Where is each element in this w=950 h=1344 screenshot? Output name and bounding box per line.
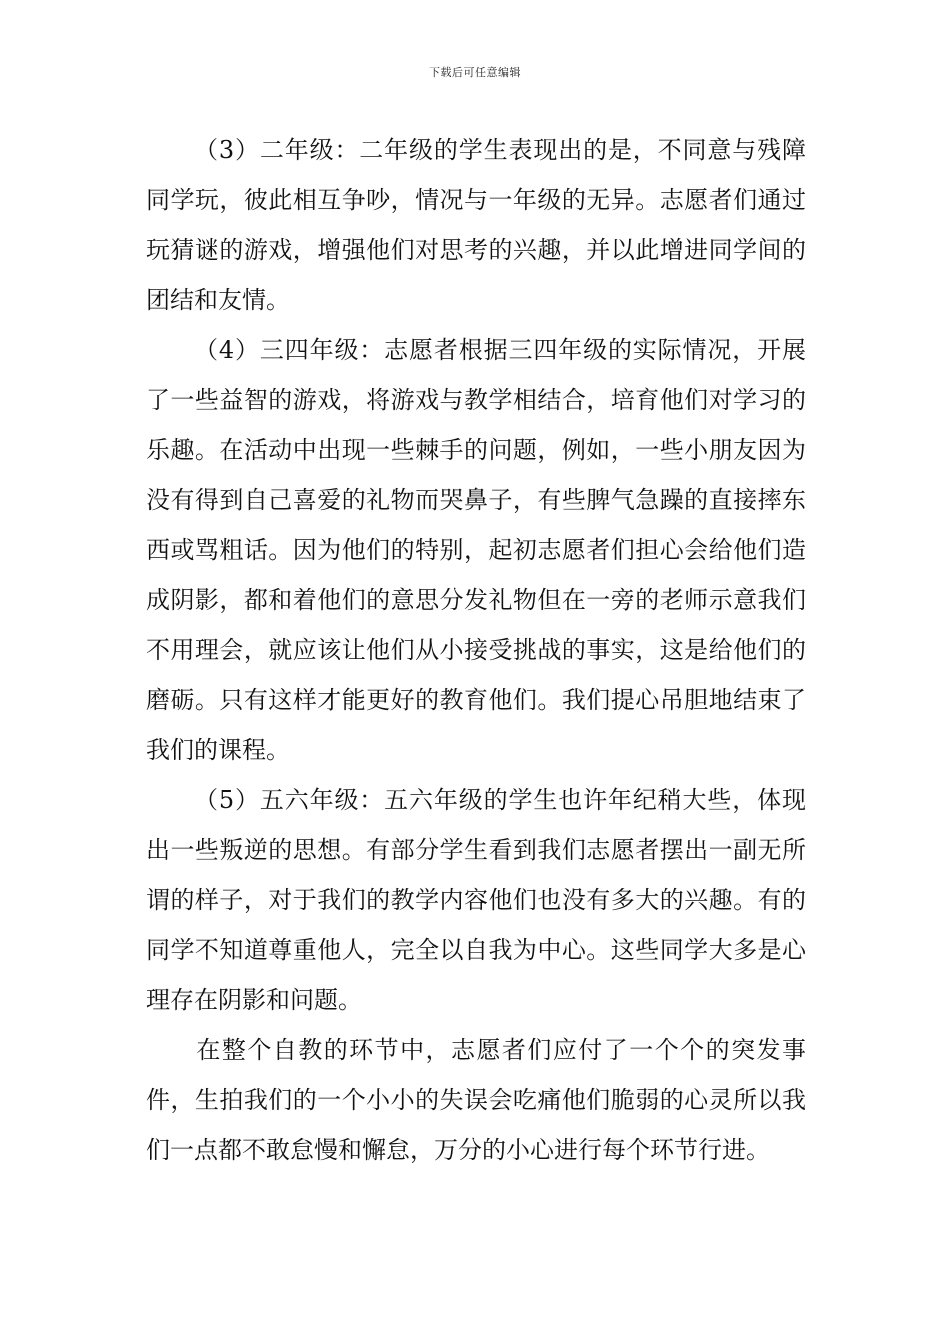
document-body (146, 125, 806, 1175)
paragraph-grade-2: （3）二年级：二年级的学生表现出的是，不同意与残障同学玩，彼此相互争吵，情况与一年级的无异。志愿者们通过玩猜谜的游戏，增强他们对思考的兴趣，并以此增进同学间的团结和友情。 (146, 136, 806, 314)
paragraph-grade-3-4: （4）三四年级：志愿者根据三四年级的实际情况，开展了一些益智的游戏，将游戏与教学相结合，培育他们对学习的乐趣。在活动中出现一些棘手的问题，例如，一些小朋友因为没有得到自己喜爱的礼物而哭鼻子，有些脾气急躁的直接摔东西或骂粗话。因为他们的特别，起初志愿者们担心会给他们造成阴影，都和着他们的意思分发礼物但在一旁的老师示意我们不用理会，就应该让他们从小接受挑战的事实，这是给他们的磨砺。只有这样才能更好的教育他们。我们提心吊胆地结束了我们的课程。 (146, 336, 806, 764)
page-header: 下载后可任意编辑 (429, 66, 521, 79)
paragraph-grade-5-6: （5）五六年级：五六年级的学生也许年纪稍大些，体现出一些叛逆的思想。有部分学生看到我们志愿者摆出一副无所谓的样子，对于我们的教学内容他们也没有多大的兴趣。有的同学不知道尊重他人，完全以自我为中心。这些同学大多是心理存在阴影和问题。 (146, 786, 806, 1014)
paragraph-summary: 在整个自教的环节中，志愿者们应付了一个个的突发事件，生拍我们的一个小小的失误会吃痛他们脆弱的心灵所以我们一点都不敢怠慢和懈怠，万分的小心进行每个环节行进。 (146, 1036, 806, 1164)
